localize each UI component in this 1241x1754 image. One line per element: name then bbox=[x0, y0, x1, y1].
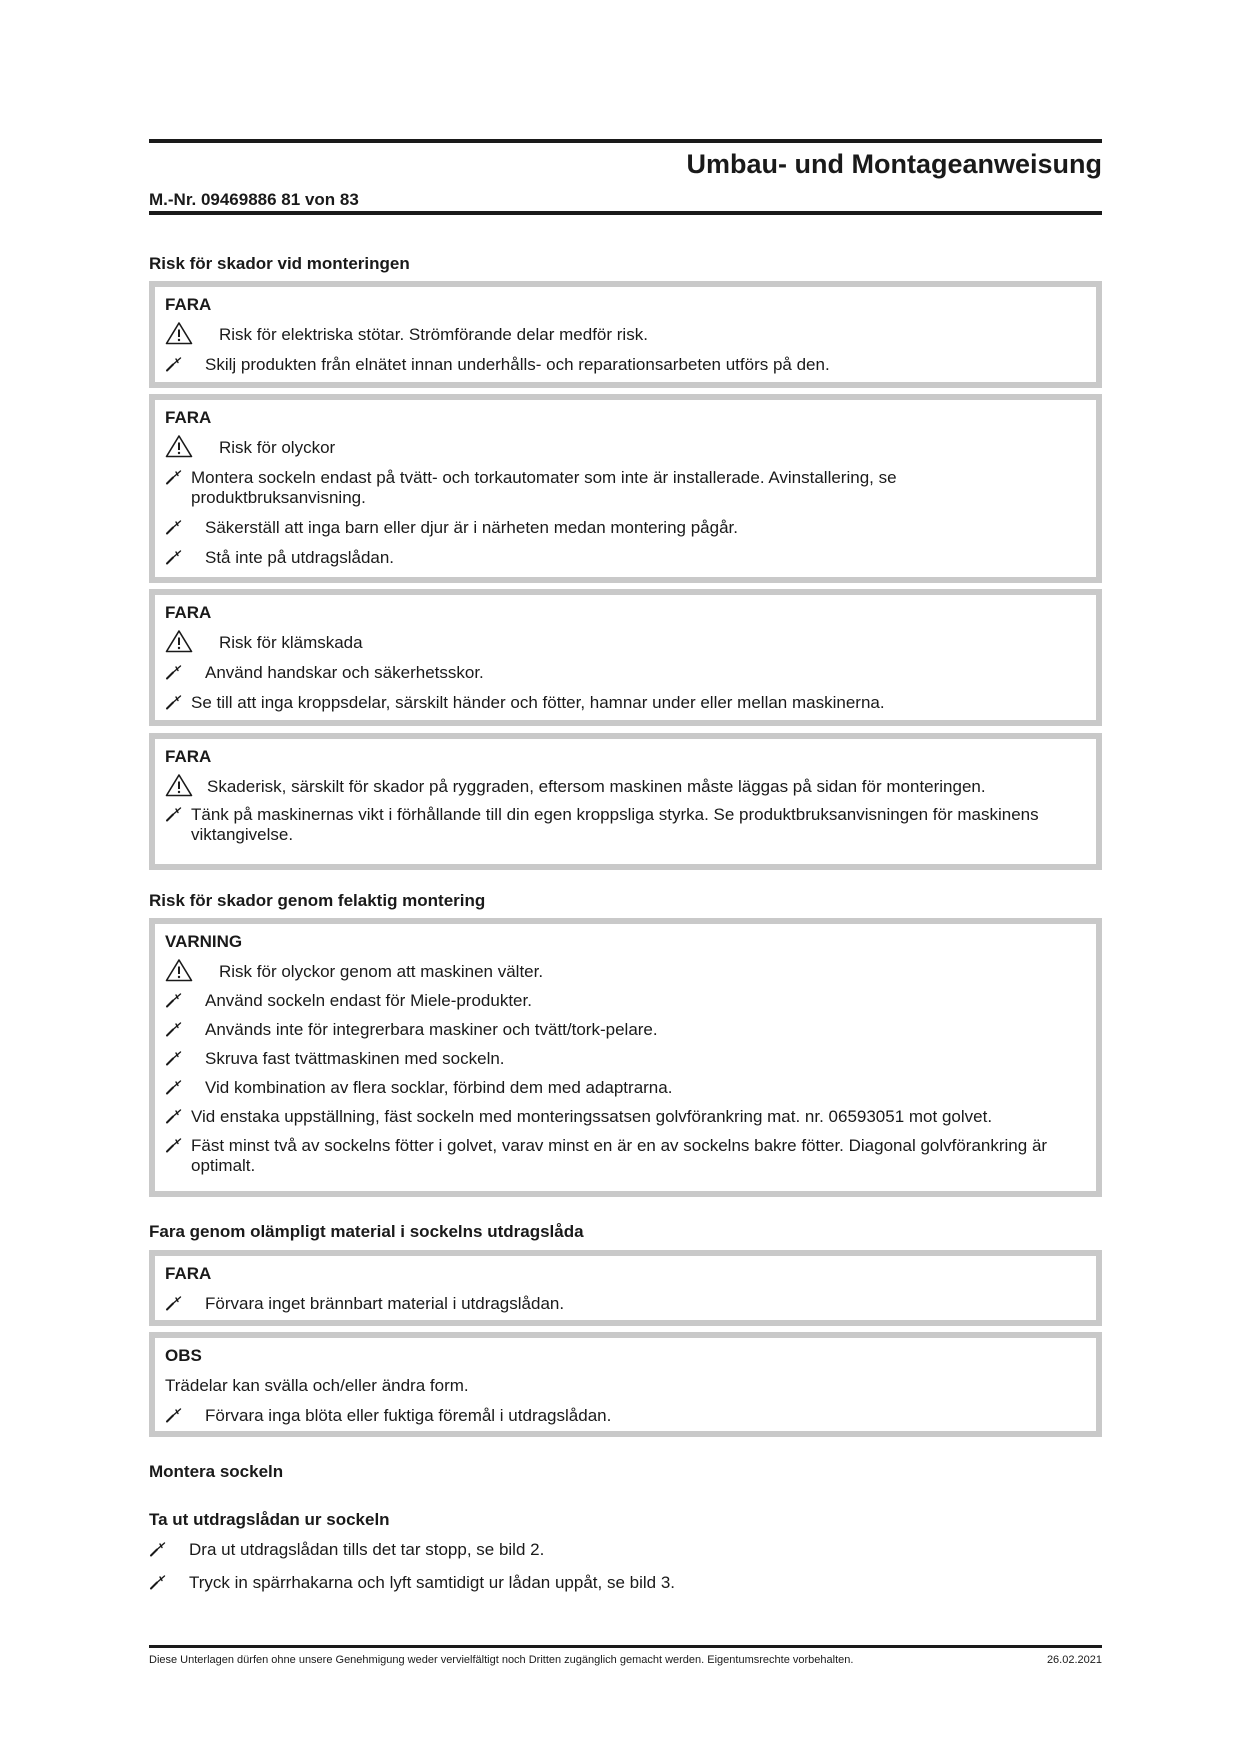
warning-text: Skaderisk, särskilt för skador på ryggraden, eftersom maskinen måste läggas på sidan för monteringen. bbox=[207, 777, 986, 796]
action-text: Vid enstaka uppställning, fäst sockeln med monteringssatsen golvförankring mat. nr. 06593051 mot golvet. bbox=[191, 1107, 993, 1126]
action-row bbox=[165, 1020, 1086, 1040]
warning-row bbox=[165, 777, 1086, 797]
wrench-action-icon bbox=[165, 356, 183, 372]
wrench-action-icon bbox=[165, 469, 183, 485]
warning-row bbox=[165, 325, 1086, 345]
warning-triangle-icon bbox=[165, 629, 193, 653]
step-text: Dra ut utdragslådan tills det tar stopp, se bild 2. bbox=[189, 1540, 545, 1559]
action-text: Tänk på maskinernas vikt i förhållande till din egen kroppsliga styrka. Se produktbruksanvisningen för maskinens viktangivelse. bbox=[191, 805, 1039, 844]
action-row bbox=[165, 663, 1086, 683]
action-text: Använd sockeln endast för Miele-produkter. bbox=[205, 991, 532, 1010]
header-rule bbox=[149, 139, 1102, 143]
action-row bbox=[165, 1294, 1086, 1314]
action-text: Montera sockeln endast på tvätt- och torkautomater som inte är installerade. Avinstallering, se produktbruksanvisning. bbox=[191, 468, 897, 507]
action-row bbox=[165, 693, 1086, 713]
warning-text: Risk för olyckor genom att maskinen välter. bbox=[219, 962, 544, 981]
wrench-action-icon bbox=[165, 1021, 183, 1037]
hazard-box bbox=[149, 733, 1102, 870]
wrench-action-icon bbox=[165, 1295, 183, 1311]
action-row bbox=[165, 1107, 1086, 1127]
notice-title: OBS bbox=[165, 1346, 202, 1365]
action-row bbox=[165, 355, 1086, 375]
warning-text: Risk för elektriska stötar. Strömförande delar medför risk. bbox=[219, 325, 648, 344]
action-row bbox=[165, 468, 1086, 508]
warning-row bbox=[165, 438, 1086, 458]
section-heading: Risk för skador vid monteringen bbox=[149, 254, 410, 273]
warning-triangle-icon bbox=[165, 958, 193, 982]
action-text: Används inte för integrerbara maskiner och tvätt/tork-pelare. bbox=[205, 1020, 658, 1039]
section-heading: Risk för skador genom felaktig montering bbox=[149, 891, 486, 910]
section-heading: Fara genom olämpligt material i sockelns utdragslåda bbox=[149, 1222, 584, 1241]
action-text: Skruva fast tvättmaskinen med sockeln. bbox=[205, 1049, 505, 1068]
warning-row bbox=[165, 962, 1086, 982]
wrench-action-icon bbox=[165, 1079, 183, 1095]
hazard-box bbox=[149, 918, 1102, 1197]
action-row bbox=[165, 548, 1086, 568]
hazard-title: FARA bbox=[165, 747, 212, 766]
wrench-action-icon bbox=[165, 694, 183, 710]
action-text: Vid kombination av flera socklar, förbind dem med adaptrarna. bbox=[205, 1078, 673, 1097]
warning-triangle-icon bbox=[165, 773, 193, 797]
document-number: M.-Nr. 09469886 81 von 83 bbox=[149, 190, 359, 209]
wrench-action-icon bbox=[165, 1407, 183, 1423]
header-subrule bbox=[149, 211, 1102, 215]
wrench-action-icon bbox=[149, 1574, 167, 1590]
notice-box bbox=[149, 1332, 1102, 1437]
wrench-action-icon bbox=[165, 549, 183, 565]
wrench-action-icon bbox=[165, 806, 183, 822]
action-text: Skilj produkten från elnätet innan underhålls- och reparationsarbeten utförs på den. bbox=[205, 355, 830, 374]
hazard-title: FARA bbox=[165, 408, 212, 427]
footer-copyright: Diese Unterlagen dürfen ohne unsere Genehmigung weder vervielfältigt noch Dritten zugänglich gemacht werden. Eigentumsrechte vorbehalten. bbox=[149, 1654, 854, 1666]
warning-triangle-icon bbox=[165, 434, 193, 458]
wrench-action-icon bbox=[165, 992, 183, 1008]
action-text: Stå inte på utdragslådan. bbox=[205, 548, 395, 567]
step-item bbox=[149, 1573, 1102, 1593]
action-text: Se till att inga kroppsdelar, särskilt händer och fötter, hamnar under eller mellan maskinerna. bbox=[191, 693, 885, 712]
notice-text: Trädelar kan svälla och/eller ändra form. bbox=[165, 1376, 469, 1395]
warning-triangle-icon bbox=[165, 321, 193, 345]
action-text: Säkerställ att inga barn eller djur är i närheten medan montering pågår. bbox=[205, 518, 738, 537]
wrench-action-icon bbox=[165, 1137, 183, 1153]
footer-date: 26.02.2021 bbox=[1046, 1654, 1102, 1666]
action-row bbox=[165, 518, 1086, 538]
footer-rule bbox=[149, 1645, 1102, 1648]
action-row bbox=[165, 1406, 1086, 1426]
step-text: Tryck in spärrhakarna och lyft samtidigt ur lådan uppåt, se bild 3. bbox=[189, 1573, 675, 1592]
action-text: Fäst minst två av sockelns fötter i golvet, varav minst en är en av sockelns bakre fötter. Diagonal golvförankring är optimalt. bbox=[191, 1136, 1048, 1175]
warning-row bbox=[165, 633, 1086, 653]
action-row bbox=[165, 1136, 1086, 1176]
warning-text: Risk för olyckor bbox=[219, 438, 336, 457]
wrench-action-icon bbox=[165, 519, 183, 535]
action-text: Förvara inga blöta eller fuktiga föremål i utdragslådan. bbox=[205, 1406, 612, 1425]
hazard-box bbox=[149, 281, 1102, 388]
action-row bbox=[165, 991, 1086, 1011]
hazard-title: FARA bbox=[165, 1264, 212, 1283]
hazard-title: FARA bbox=[165, 295, 212, 314]
action-row bbox=[165, 805, 1086, 845]
step-list bbox=[149, 1540, 1102, 1606]
hazard-title: VARNING bbox=[165, 932, 243, 951]
action-row bbox=[165, 1049, 1086, 1069]
hazard-box bbox=[149, 394, 1102, 583]
wrench-action-icon bbox=[165, 1050, 183, 1066]
wrench-action-icon bbox=[165, 1108, 183, 1124]
action-text: Använd handskar och säkerhetsskor. bbox=[205, 663, 484, 682]
hazard-box bbox=[149, 1250, 1102, 1326]
wrench-action-icon bbox=[149, 1541, 167, 1557]
document-title: Umbau- und Montageanweisung bbox=[686, 149, 1102, 179]
hazard-box bbox=[149, 589, 1102, 726]
action-text: Förvara inget brännbart material i utdragslådan. bbox=[205, 1294, 565, 1313]
hazard-title: FARA bbox=[165, 603, 212, 622]
action-row bbox=[165, 1078, 1086, 1098]
section-heading: Montera sockeln bbox=[149, 1462, 284, 1481]
warning-text: Risk för klämskada bbox=[219, 633, 363, 652]
subsection-heading: Ta ut utdragslådan ur sockeln bbox=[149, 1510, 390, 1529]
step-item bbox=[149, 1540, 1102, 1560]
wrench-action-icon bbox=[165, 664, 183, 680]
